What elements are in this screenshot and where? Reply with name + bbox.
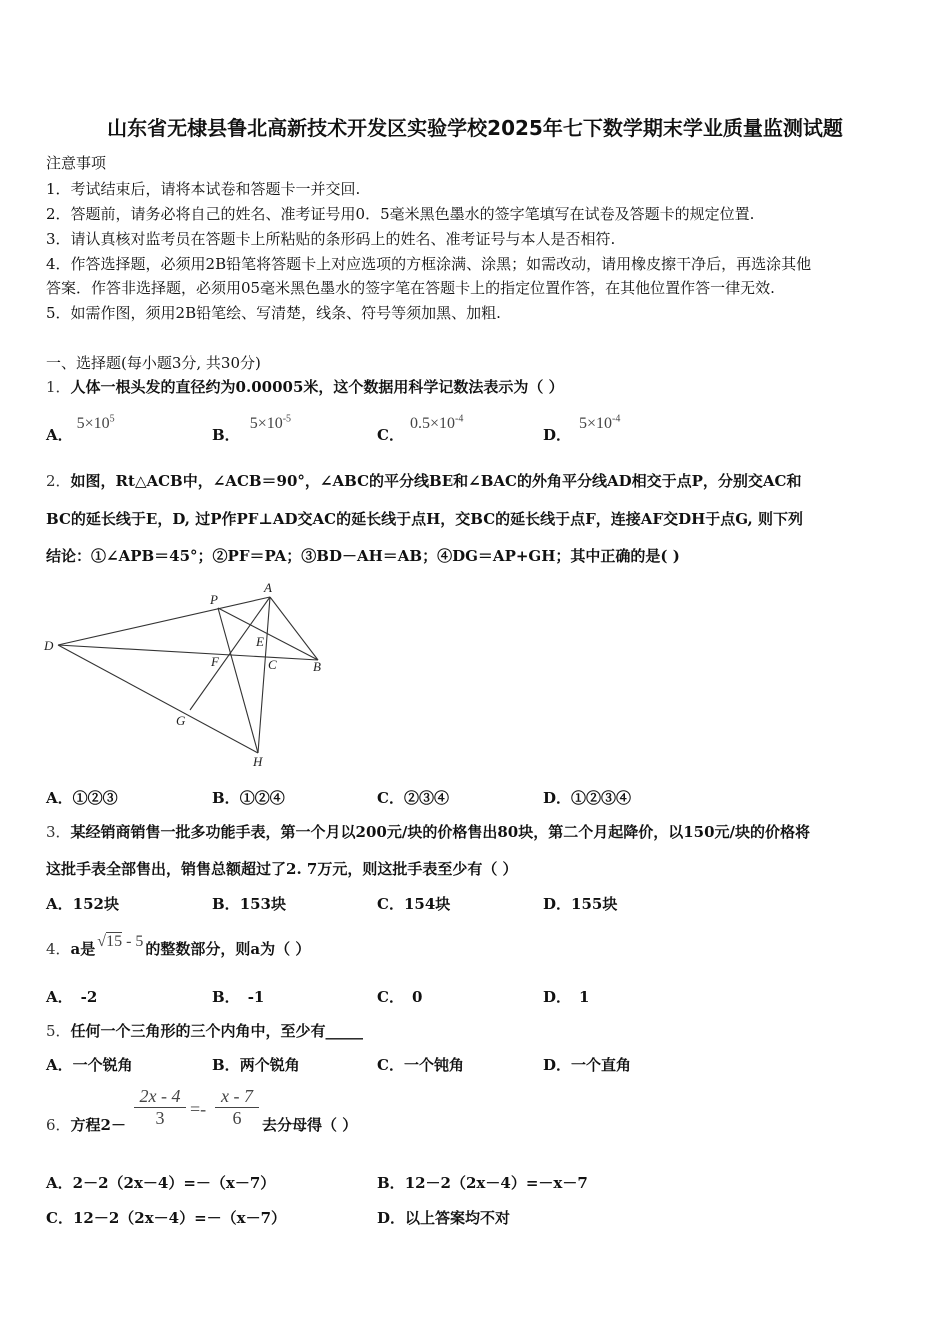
q2-option-b[interactable] — [212, 787, 285, 808]
q5-option-d[interactable] — [543, 1054, 631, 1075]
question-number: 1． — [46, 378, 71, 396]
q6-option-b[interactable] — [377, 1172, 588, 1193]
sqrt-expression — [97, 933, 143, 950]
segment-PH — [218, 608, 258, 753]
geometry-figure — [40, 578, 340, 773]
q1-option-c[interactable] — [377, 412, 464, 444]
question-1 — [46, 376, 564, 397]
question-5 — [46, 1020, 363, 1041]
question-number: 3． — [46, 823, 71, 841]
option-text: ①②③④ — [571, 789, 632, 807]
note-item: 2．答题前，请务必将自己的姓名、准考证号用0．5毫米黑色墨水的签字笔填写在试卷及答题卡的规定位置. — [46, 205, 755, 223]
question-number: 2． — [46, 472, 71, 490]
q3-option-c[interactable] — [377, 893, 450, 914]
label-A: A — [264, 580, 272, 595]
option-text: 一个锐角 — [72, 1056, 133, 1074]
option-text: 1 — [579, 988, 590, 1006]
question-2 — [46, 470, 801, 491]
option-text: -2 — [80, 988, 98, 1006]
label-B: B — [313, 659, 321, 674]
question-4 — [46, 933, 311, 959]
option-text: 12－2（2x－4）=－x－7 — [404, 1174, 588, 1192]
option-text: 154块 — [403, 895, 451, 913]
option-label: D． — [543, 988, 572, 1006]
option-label: B． — [212, 895, 240, 913]
question-text: 某经销商销售一批多功能手表，第一个月以200元/块的价格售出80块，第二个月起降价，以150元/块的价格将 — [70, 823, 811, 841]
section-heading: 一、选择题(每小题3分, 共30分) — [46, 354, 261, 372]
option-label: D． — [543, 426, 572, 444]
option-label: A． — [46, 895, 73, 913]
option-text: 一个钝角 — [403, 1056, 464, 1074]
question-text: 去分母得（ ） — [262, 1116, 358, 1134]
segment-DH — [58, 645, 258, 753]
question-2-line: 结论：①∠APB＝45°；②PF＝PA；③BD－AH＝AB；④DG＝AP+GH；其中正确的是( ) — [46, 547, 680, 565]
option-text: 2－2（2x－4）=－（x－7） — [72, 1174, 276, 1192]
q4-option-b[interactable] — [212, 986, 264, 1007]
option-label: A． — [46, 789, 73, 807]
label-E: E — [256, 634, 264, 649]
segment-PB — [218, 608, 318, 660]
q4-option-c[interactable] — [377, 986, 422, 1007]
option-exponent: -4 — [454, 413, 464, 425]
segment-DA — [58, 597, 270, 645]
question-2-line: BC的延长线于E，D, 过P作PF⊥AD交AC的延长线于点H，交BC的延长线于点F，连接AF交DH于点G, 则下列 — [46, 510, 803, 528]
notes-heading: 注意事项 — [46, 154, 107, 172]
option-text: -1 — [247, 988, 265, 1006]
option-label: D． — [377, 1209, 406, 1227]
minus-term: - 5 — [122, 933, 144, 950]
option-label: C． — [377, 895, 404, 913]
label-F: F — [211, 654, 219, 669]
option-label: A． — [46, 988, 73, 1006]
option-text: 155块 — [571, 895, 618, 913]
label-G: G — [176, 713, 186, 728]
note-item: 1．考试结束后，请将本试卷和答题卡一并交回. — [46, 180, 361, 198]
q1-option-b[interactable] — [212, 412, 292, 444]
option-math: 5×10 — [76, 415, 110, 432]
question-text: 人体一根头发的直径约为0.00005米，这个数据用科学记数法表示为（ ） — [70, 378, 564, 396]
option-math: 5×10 — [249, 415, 283, 432]
segment-DB — [58, 645, 318, 660]
option-math: 0.5×10 — [409, 415, 455, 432]
note-item: 4．作答选择题，必须用2B铅笔将答题卡上对应选项的方框涂满、涂黑；如需改动，请用橡皮擦干净后，再选涂其他 — [46, 255, 812, 273]
question-number: 5． — [46, 1022, 71, 1040]
note-item: 答案．作答非选择题，必须用05毫米黑色墨水的签字笔在答题卡上的指定位置作答，在其他位置作答一律无效. — [46, 279, 775, 297]
q3-option-a[interactable] — [46, 893, 119, 914]
option-text: 0 — [411, 988, 423, 1006]
question-6 — [46, 1114, 126, 1135]
option-label: D． — [543, 789, 572, 807]
radicand: 15 — [106, 933, 123, 950]
option-text: ②③④ — [403, 789, 449, 807]
question-text: a是 — [70, 940, 96, 958]
label-P: P — [210, 592, 218, 607]
option-text: 153块 — [239, 895, 286, 913]
option-label: B． — [212, 426, 240, 444]
option-label: C． — [377, 789, 404, 807]
question-text: 方程2－ — [70, 1116, 126, 1134]
fraction-numerator: 2x - 4 — [139, 1086, 181, 1106]
option-label: A． — [46, 1174, 73, 1192]
sqrt-symbol-icon: √ — [97, 933, 107, 950]
q6-option-a[interactable] — [46, 1172, 275, 1193]
option-text: 以上答案均不对 — [405, 1209, 511, 1227]
option-label: D． — [543, 1056, 572, 1074]
option-exponent: 5 — [109, 413, 115, 425]
option-label: B． — [212, 1056, 240, 1074]
fraction-numerator: x - 7 — [221, 1086, 253, 1106]
option-text: 一个直角 — [571, 1056, 632, 1074]
q5-option-a[interactable] — [46, 1054, 133, 1075]
option-label: C． — [377, 1056, 404, 1074]
question-text: 任何一个三角形的三个内角中，至少有_____ — [70, 1022, 364, 1040]
question-number: 6． — [46, 1116, 71, 1134]
option-text: 两个锐角 — [239, 1056, 300, 1074]
fraction-1 — [134, 1086, 186, 1129]
q3-option-d[interactable] — [543, 893, 617, 914]
q4-option-a[interactable] — [46, 986, 97, 1007]
q6-option-c[interactable] — [46, 1207, 286, 1228]
question-number: 4． — [46, 940, 71, 958]
q1-option-d[interactable] — [543, 412, 621, 444]
page-title: 山东省无棣县鲁北高新技术开发区实验学校2025年七下数学期末学业质量监测试题 — [107, 116, 843, 140]
q1-option-a[interactable] — [46, 412, 115, 444]
option-label: B． — [377, 1174, 405, 1192]
equals-sign: =- — [190, 1099, 207, 1119]
question-text: 的整数部分，则a为（ ） — [145, 940, 311, 958]
q5-option-c[interactable] — [377, 1054, 464, 1075]
option-math: 5×10 — [579, 415, 613, 432]
q3-option-b[interactable] — [212, 893, 286, 914]
option-label: A． — [46, 426, 73, 444]
q2-option-a[interactable] — [46, 787, 118, 808]
option-label: C． — [46, 1209, 73, 1227]
label-H: H — [253, 754, 263, 769]
q4-option-d[interactable] — [543, 986, 589, 1007]
label-C: C — [268, 657, 277, 672]
fraction-denominator: 3 — [134, 1107, 186, 1129]
segment-AH — [258, 597, 270, 753]
q6-option-d[interactable] — [377, 1207, 510, 1228]
q2-option-c[interactable] — [377, 787, 449, 808]
option-label: B． — [212, 789, 240, 807]
q5-option-b[interactable] — [212, 1054, 300, 1075]
question-text: 如图，Rt△ACB中，∠ACB＝90°，∠ABC的平分线BE和∠BAC的外角平分线AD相交于点P，分别交AC和 — [70, 472, 802, 490]
note-item: 5．如需作图，须用2B铅笔绘、写清楚，线条、符号等须加黑、加粗. — [46, 304, 501, 322]
segment-AB — [270, 597, 318, 660]
option-exponent: -4 — [612, 413, 621, 425]
option-text: ①②③ — [72, 789, 118, 807]
option-text: 12－2（2x－4）=－（x－7） — [72, 1209, 287, 1227]
question-3 — [46, 821, 810, 842]
label-D: D — [44, 638, 54, 653]
option-text: 152块 — [72, 895, 119, 913]
option-label: C． — [377, 988, 404, 1006]
option-label: D． — [543, 895, 572, 913]
option-label: C． — [377, 426, 404, 444]
fraction-2 — [215, 1086, 259, 1129]
question-3-line: 这批手表全部售出，销售总额超过了2. 7万元，则这批手表至少有（ ） — [46, 860, 518, 878]
option-label: A． — [46, 1056, 73, 1074]
fraction-denominator: 6 — [215, 1107, 259, 1129]
note-item: 3．请认真核对监考员在答题卡上所粘贴的条形码上的姓名、准考证号与本人是否相符. — [46, 230, 616, 248]
option-exponent: -5 — [282, 413, 292, 425]
q2-option-d[interactable] — [543, 787, 631, 808]
option-label: B． — [212, 988, 240, 1006]
option-text: ①②④ — [239, 789, 285, 807]
